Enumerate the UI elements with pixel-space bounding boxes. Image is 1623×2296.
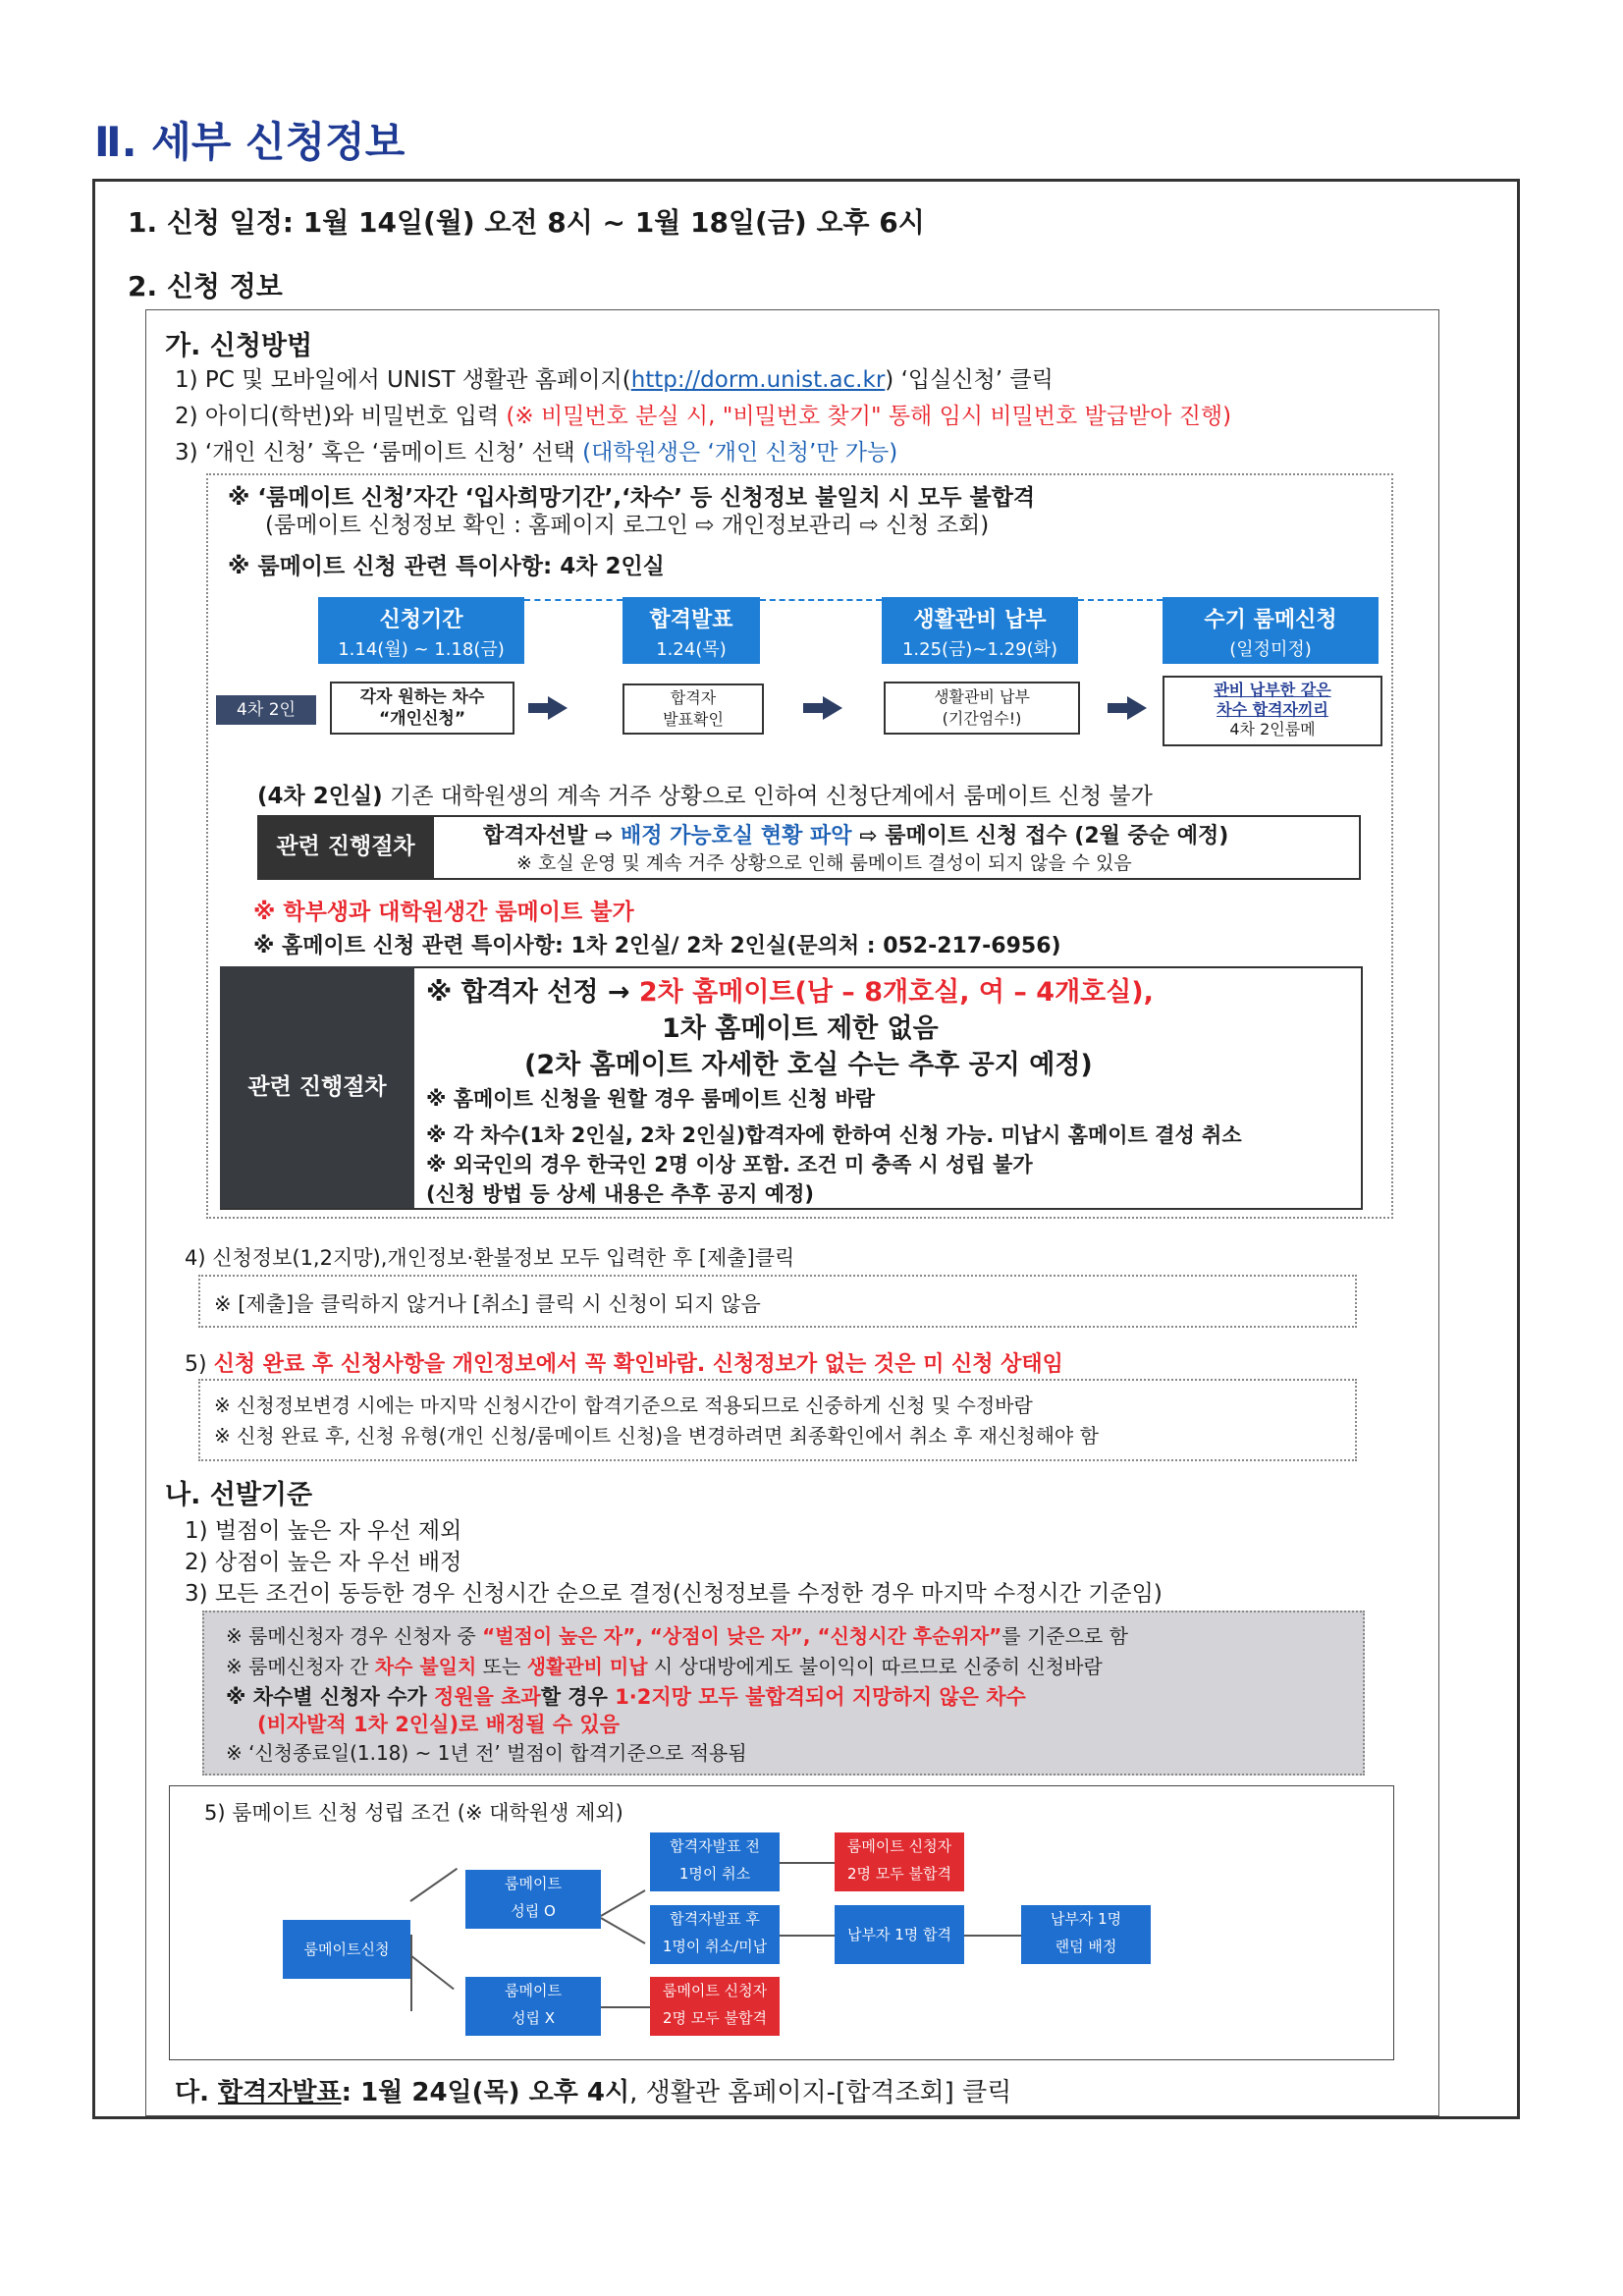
flow-pay: 납부자 1명 합격: [835, 1905, 964, 1964]
dorm-link[interactable]: http://dorm.unist.ac.kr: [630, 367, 886, 393]
process1-sub: ※ 호실 운영 및 계속 거주 상황으로 인해 룸메이트 결성이 되지 않을 수 있음: [516, 852, 1132, 874]
connector: [962, 1935, 1021, 1937]
criteria-1: 1) 벌점이 높은 자 우선 제외: [185, 1518, 462, 1544]
guide-3: ※ 차수별 신청자 수가 정원을 초과할 경우 1·2지망 모두 불합격되어 지망하지 않은 차수: [226, 1685, 1026, 1709]
arrow-shaft: [803, 703, 825, 713]
fourth-note: (4차 2인실) 기존 대학원생의 계속 거주 상황으로 인하여 신청단계에서 룸메이트 신청 불가: [257, 784, 1153, 809]
criteria-2: 2) 상점이 높은 자 우선 배정: [185, 1550, 462, 1575]
section-title: Ⅱ. 세부 신청정보: [94, 118, 406, 166]
process2-line6: ※ 외국인의 경우 한국인 2명 이상 포함. 조건 미 충족 시 성립 불가: [426, 1153, 1033, 1176]
method-step5: 5) 신청 완료 후 신청사항을 개인정보에서 꼭 확인바람. 신청정보가 없는 것은 미 신청 상태임: [185, 1352, 1063, 1377]
arrow-icon: [1127, 696, 1147, 720]
flow-fail-2: 룸메이트 신청자 2명 모두 불합격: [650, 1977, 780, 2036]
step4-note: ※ [제출]을 클릭하지 않거나 [취소] 클릭 시 신청이 되지 않음: [214, 1292, 761, 1316]
connector: [780, 1862, 835, 1864]
guide-1: ※ 룸메신청자 경우 신청자 중 “벌점이 높은 자”, “상점이 낮은 자”, “신청시간 후순위자”를 기준으로 함: [226, 1624, 1128, 1648]
flow-fail-1: 룸메이트 신청자 2명 모두 불합격: [835, 1832, 964, 1891]
flow-root: 룸메이트신청: [283, 1920, 410, 1979]
row-step-2: 합격자 발표확인: [622, 683, 764, 735]
row-step-4: 관비 납부한 같은 차수 합격자끼리 4차 2인룸메: [1163, 676, 1382, 746]
step5-note1: ※ 신청정보변경 시에는 마지막 신청시간이 합격기준으로 적용되므로 신중하게 신청 및 수정바람: [214, 1394, 1033, 1417]
timeline-dash-3: [1078, 599, 1163, 601]
process2-line5: ※ 각 차수(1차 2인실, 2차 2인실)합격자에 한하여 신청 가능. 미납시 홈메이트 결성 취소: [426, 1123, 1242, 1147]
method-step1: 1) PC 및 모바일에서 UNIST 생활관 홈페이지(http://dorm.unist.ac.kr) ‘입실신청’ 클릭: [175, 367, 1054, 393]
process-label-2: 관련 진행절차: [220, 966, 414, 1208]
roommate-note1-sub: (룸메이트 신청정보 확인 : 홈페이지 로그인 ⇨ 개인정보관리 ⇨ 신청 조회): [265, 513, 990, 538]
flow-before: 합격자발표 전 1명이 취소: [650, 1832, 780, 1891]
guide-5: ※ ‘신청종료일(1.18) ~ 1년 전’ 벌점이 합격기준으로 적용됨: [226, 1741, 747, 1765]
flow-ok: 룸메이트 성립 O: [465, 1870, 601, 1929]
row-step-1: 각자 원하는 차수 “개인신청”: [330, 682, 514, 735]
process2-line1: ※ 합격자 선정 → 2차 홈메이트(남 – 8개호실, 여 – 4개호실),: [426, 977, 1154, 1008]
process2-line4: ※ 홈메이트 신청을 원할 경우 룸메이트 신청 바람: [426, 1087, 876, 1111]
row-step-3: 생활관비 납부 (기간엄수!): [884, 682, 1080, 735]
process2-line3: (2차 홈메이트 자세한 호실 수는 추후 공지 예정): [524, 1050, 1093, 1080]
process2-line2: 1차 홈메이트 제한 없음: [662, 1013, 939, 1044]
connector: [410, 1935, 412, 2011]
process-label-1: 관련 진행절차: [257, 815, 434, 878]
guide-2: ※ 룸메신청자 간 차수 불일치 또는 생활관비 미납 시 상대방에게도 불이익이 따르므로 신중히 신청바람: [226, 1655, 1103, 1678]
schedule-line: 1. 신청 일정: 1월 14일(월) 오전 8시 ~ 1월 18일(금) 오후 6시: [128, 206, 925, 239]
step5-note2: ※ 신청 완료 후, 신청 유형(개인 신청/룸메이트 신청)을 변경하려면 최종확인에서 취소 후 재신청해야 함: [214, 1424, 1099, 1448]
roommate-note2: ※ 룸메이트 신청 관련 특이사항: 4차 2인실: [228, 554, 665, 579]
timeline-announce: 합격발표 1.24(목): [622, 597, 760, 664]
method-step3: 3) ‘개인 신청’ 혹은 ‘룸메이트 신청’ 선택 (대학원생은 ‘개인 신청’만 가능): [175, 440, 898, 465]
info-title: 2. 신청 정보: [128, 270, 283, 302]
announce-line: 다. 합격자발표: 1월 24일(목) 오후 4시, 생활관 홈페이지-[합격조회] 클릭: [175, 2078, 1012, 2107]
flow-after: 합격자발표 후 1명이 취소/미납: [650, 1905, 780, 1964]
timeline-manual: 수기 룸메신청 (일정미정): [1163, 597, 1379, 664]
criteria-3: 3) 모든 조건이 동등한 경우 신청시간 순으로 결정(신청정보를 수정한 경우 마지막 수정시간 기준임): [185, 1581, 1163, 1607]
method-step4: 4) 신청정보(1,2지망),개인정보·환불정보 모두 입력한 후 [제출]클릭: [185, 1246, 795, 1270]
timeline-dash-2: [760, 599, 882, 601]
timeline-apply: 신청기간 1.14(월) ~ 1.18(금): [318, 597, 524, 664]
homemate-note: ※ 홈메이트 신청 관련 특이사항: 1차 2인실/ 2차 2인실(문의처 : 052-217-6956): [253, 934, 1061, 958]
connector: [780, 1935, 835, 1937]
criteria-heading: 나. 선발기준: [165, 1480, 313, 1510]
connector: [601, 2006, 650, 2008]
arrow-shaft: [1108, 703, 1129, 713]
flow-random: 납부자 1명 랜덤 배정: [1021, 1905, 1151, 1964]
no-mix-note: ※ 학부생과 대학원생간 룸메이트 불가: [253, 900, 634, 925]
row-tag: 4차 2인: [216, 695, 316, 725]
arrow-icon: [548, 696, 568, 720]
arrow-icon: [823, 696, 842, 720]
method-heading: 가. 신청방법: [165, 331, 313, 361]
timeline-dash-1: [524, 599, 622, 601]
room-cond-title: 5) 룸메이트 신청 성립 조건 (※ 대학원생 제외): [204, 1801, 623, 1825]
flow-no: 룸메이트 성립 X: [465, 1977, 601, 2036]
guide-4: (비자발적 1차 2인실)로 배정될 수 있음: [257, 1713, 620, 1736]
timeline-payment: 생활관비 납부 1.25(금)~1.29(화): [882, 597, 1078, 664]
method-step2: 2) 아이디(학번)와 비밀번호 입력 (※ 비밀번호 분실 시, "비밀번호 찾기" 통해 임시 비밀번호 발급받아 진행): [175, 404, 1232, 429]
roommate-note1: ※ ‘룸메이트 신청’자간 ‘입사희망기간’,‘차수’ 등 신청정보 불일치 시 모두 불합격: [228, 485, 1036, 511]
arrow-shaft: [528, 703, 550, 713]
process1-line: 합격자선발 ⇨ 배정 가능호실 현황 파악 ⇨ 룸메이트 신청 접수 (2월 중순 예정): [483, 824, 1229, 848]
process2-line7: (신청 방법 등 상세 내용은 추후 공지 예정): [426, 1182, 814, 1206]
